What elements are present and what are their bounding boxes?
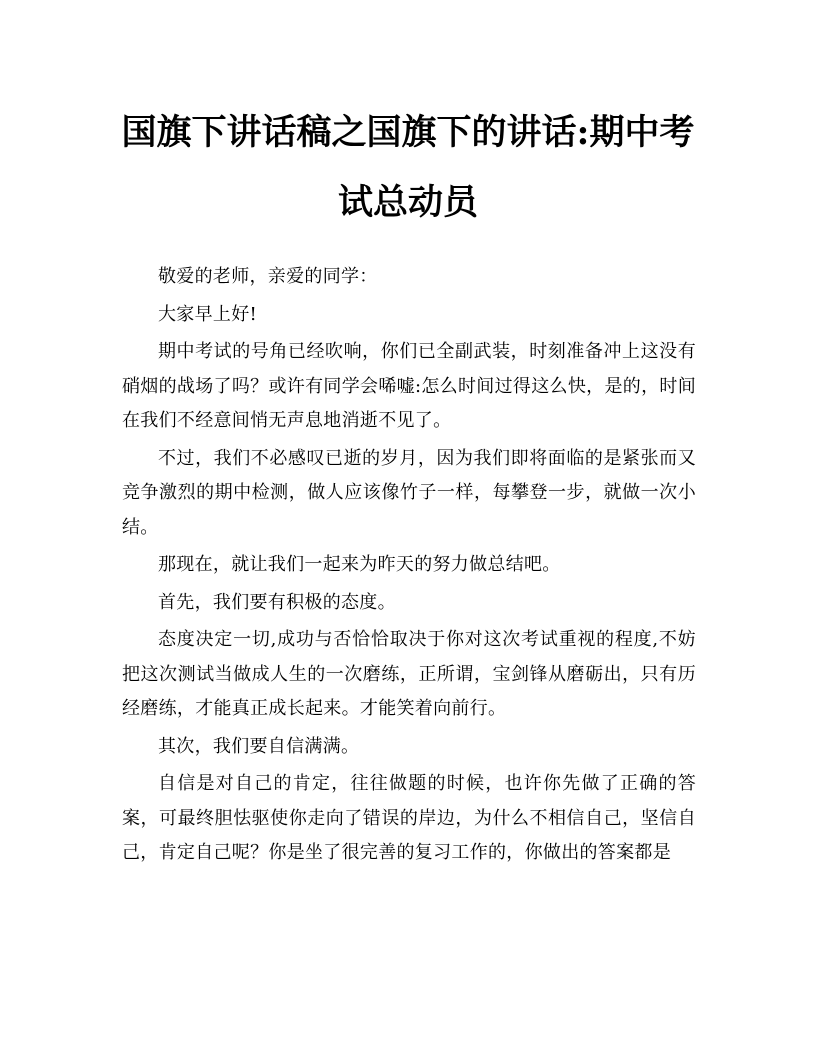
paragraph-confidence-detail: 自信是对自己的肯定，往往做题的时候，也许你先做了正确的答案，可最终胆怯驱使你走向了错误的岸边，为什么不相信自己，坚信自己，肯定自己呢？你是坐了很完善的复习工作的，你做出的答案都是 xyxy=(122,773,696,863)
paragraph-bamboo: 不过，我们不必感叹已逝的岁月，因为我们即将面临的是紧张而又竞争激烈的期中检测，做人应该像竹子一样，每攀登一步，就做一次小结。 xyxy=(122,447,696,538)
document-title: 国旗下讲话稿之国旗下的讲话:期中考试总动员 xyxy=(121,112,695,223)
paragraph-summary: 那现在，就让我们一起来为昨天的努力做总结吧。 xyxy=(158,554,561,575)
paragraph-second-confidence: 其次，我们要自信满满。 xyxy=(158,735,360,757)
paragraph-greeting: 敬爱的老师，亲爱的同学： xyxy=(158,266,378,287)
paragraph-exam-horn: 期中考试的号角已经吹响，你们已全副武装，时刻准备冲上这没有硝烟的战场了吗？或许有同学会唏嘘:怎么时间过得这么快，是的，时间在我们不经意间悄无声息地消逝不见了。 xyxy=(122,341,696,431)
document-body xyxy=(122,260,696,874)
paragraph-attitude-detail: 态度决定一切,成功与否恰恰取决于你对这次考试重视的程度,不妨把这次测试当做成人生的一次磨练，正所谓，宝剑锋从磨砺出，只有历经磨练，才能真正成长起来。才能笑着向前行。 xyxy=(122,629,696,719)
paragraph-good-morning: 大家早上好! xyxy=(158,303,258,325)
paragraph-first-attitude: 首先，我们要有积极的态度。 xyxy=(158,591,396,613)
